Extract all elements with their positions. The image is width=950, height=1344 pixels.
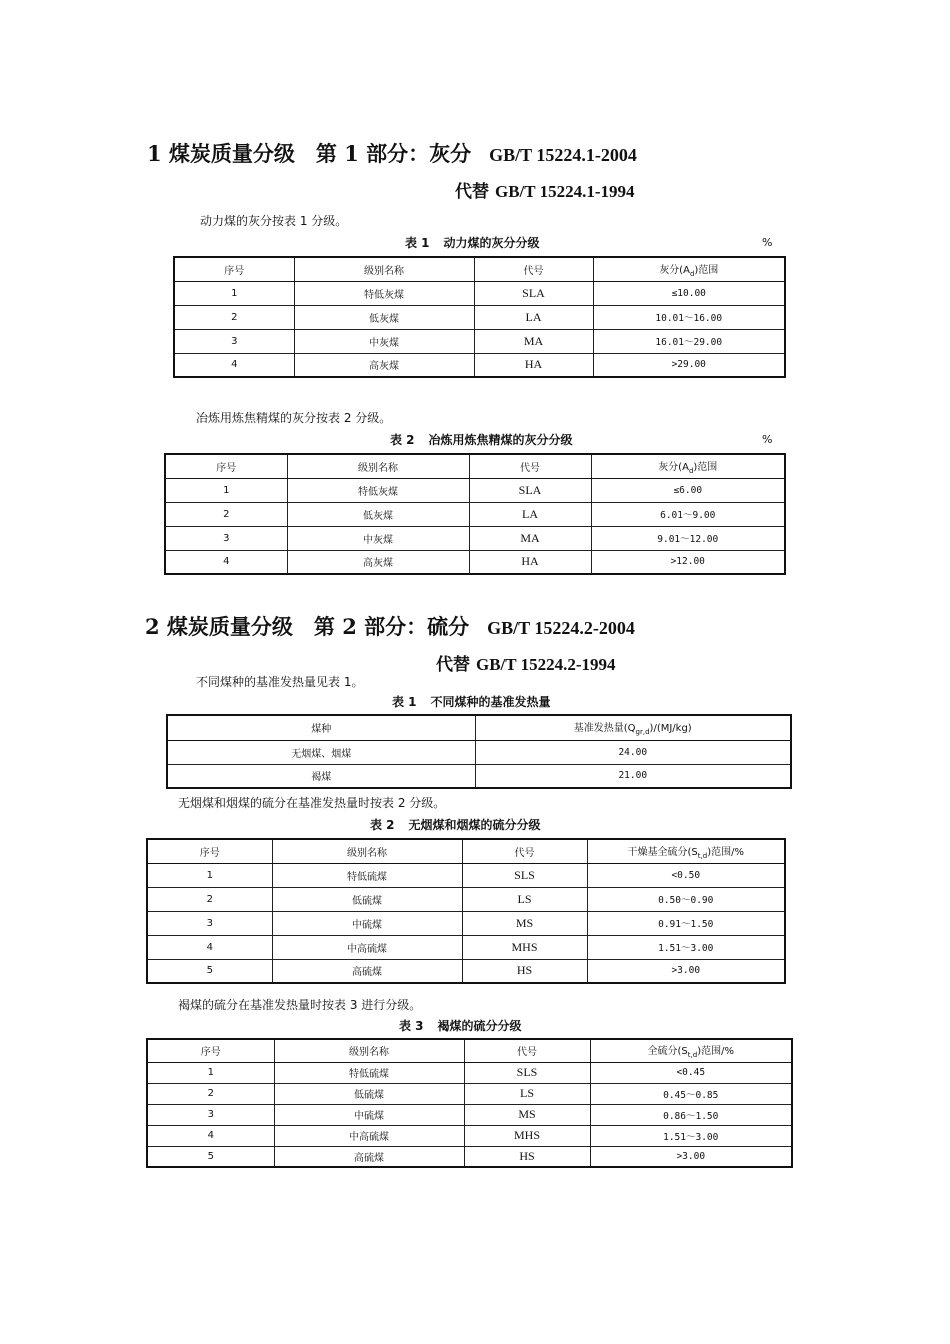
header-cell: 代号 xyxy=(469,454,591,478)
cell-no: 4 xyxy=(147,935,272,959)
cell-no: 1 xyxy=(174,281,294,305)
s1t1-unit: % xyxy=(762,236,773,249)
cell-grade: 中灰煤 xyxy=(294,329,474,353)
cell-code: SLA xyxy=(474,281,593,305)
header-cell: 序号 xyxy=(147,839,272,863)
s1t1-caption-num: 表 1 xyxy=(405,236,430,250)
cell-range: 1.51～3.00 xyxy=(590,1125,792,1146)
s1t2-unit: % xyxy=(762,433,773,446)
table-row xyxy=(147,1062,792,1083)
header-cell: 灰分$(A_d)$范围 xyxy=(593,257,785,281)
header-cell: 代号 xyxy=(462,839,587,863)
cell-no: 2 xyxy=(174,305,294,329)
cell-no: 3 xyxy=(147,911,272,935)
cell-no: 1 xyxy=(147,863,272,887)
cell-range: <0.45 xyxy=(590,1062,792,1083)
table-row xyxy=(165,502,785,526)
cell-range: 0.86～1.50 xyxy=(590,1104,792,1125)
header-cell: 代号 xyxy=(464,1039,590,1062)
cell-no: 3 xyxy=(174,329,294,353)
header-cell: 序号 xyxy=(174,257,294,281)
cell-code: SLA xyxy=(469,478,591,502)
cell-range: 10.01～16.00 xyxy=(593,305,785,329)
s2t2-caption-title: 无烟煤和烟煤的硫分分级 xyxy=(408,818,541,832)
s1t1-intro: 动力煤的灰分按表 1 分级。 xyxy=(200,214,348,228)
cell-grade: 特低硫煤 xyxy=(274,1062,464,1083)
cell-code: LA xyxy=(474,305,593,329)
table-row xyxy=(167,764,791,788)
s1-table2 xyxy=(164,453,786,575)
section1-heading xyxy=(147,138,637,168)
s1-table1 xyxy=(173,256,786,378)
table-row xyxy=(174,305,785,329)
table-row xyxy=(165,526,785,550)
cell-code: LA xyxy=(469,502,591,526)
cell-grade: 低硫煤 xyxy=(272,887,462,911)
cell-code: SLS xyxy=(464,1062,590,1083)
header-cell: 基准发热量$(Q_{gr,d})/(MJ/kg)$ xyxy=(475,715,791,740)
header-cell: 级别名称 xyxy=(294,257,474,281)
header-cell: 全硫分$(S_{t,d})$范围/% xyxy=(590,1039,792,1062)
cell-grade: 特低灰煤 xyxy=(294,281,474,305)
cell-grade: 中灰煤 xyxy=(287,526,469,550)
cell-no: 4 xyxy=(174,353,294,377)
cell-code: LS xyxy=(462,887,587,911)
table-row xyxy=(147,1146,792,1167)
cell-calorific: 24.00 xyxy=(475,740,791,764)
cell-no: 2 xyxy=(165,502,287,526)
s1t2-caption xyxy=(390,431,573,448)
cell-grade: 低灰煤 xyxy=(294,305,474,329)
cell-range: ≤6.00 xyxy=(591,478,785,502)
cell-coal-type: 褐煤 xyxy=(167,764,475,788)
s2t2-caption xyxy=(370,816,541,833)
s2t2-caption-num: 表 2 xyxy=(370,818,395,832)
cell-range: 9.01～12.00 xyxy=(591,526,785,550)
s1t1-caption-title: 动力煤的灰分分级 xyxy=(443,236,540,250)
cell-code: HA xyxy=(474,353,593,377)
cell-range: 16.01～29.00 xyxy=(593,329,785,353)
cell-no: 5 xyxy=(147,959,272,983)
header-cell: 代号 xyxy=(474,257,593,281)
s2t1-intro: 不同煤种的基准发热量见表 1。 xyxy=(196,675,364,689)
cell-no: 5 xyxy=(147,1146,274,1167)
header-cell: 灰分$(A_d)$范围 xyxy=(591,454,785,478)
section2-title: 2 煤炭质量分级 第 2 部分：硫分 xyxy=(145,614,470,639)
cell-grade: 低硫煤 xyxy=(274,1083,464,1104)
header-cell: 序号 xyxy=(165,454,287,478)
cell-code: MHS xyxy=(464,1125,590,1146)
table-row xyxy=(165,550,785,574)
cell-grade: 高灰煤 xyxy=(287,550,469,574)
cell-no: 1 xyxy=(147,1062,274,1083)
table-row xyxy=(147,959,785,983)
cell-grade: 特低硫煤 xyxy=(272,863,462,887)
section2-replaces xyxy=(436,650,615,675)
s2-table1 xyxy=(166,714,792,789)
table-row xyxy=(147,1083,792,1104)
cell-grade: 中高硫煤 xyxy=(272,935,462,959)
s1t2-caption-title: 冶炼用炼焦精煤的灰分分级 xyxy=(428,433,573,447)
cell-range: 0.45～0.85 xyxy=(590,1083,792,1104)
header-cell: 级别名称 xyxy=(274,1039,464,1062)
table-row xyxy=(174,353,785,377)
table-header-row xyxy=(147,1039,792,1062)
cell-code: MA xyxy=(469,526,591,550)
cell-grade: 特低灰煤 xyxy=(287,478,469,502)
cell-grade: 高灰煤 xyxy=(294,353,474,377)
cell-range: >3.00 xyxy=(587,959,785,983)
cell-code: HS xyxy=(462,959,587,983)
s2t2-intro: 无烟煤和烟煤的硫分在基准发热量时按表 2 分级。 xyxy=(178,796,446,810)
header-cell: 煤种 xyxy=(167,715,475,740)
table-header-row xyxy=(167,715,791,740)
cell-grade: 高硫煤 xyxy=(272,959,462,983)
cell-code: MS xyxy=(464,1104,590,1125)
s2t1-caption-title: 不同煤种的基准发热量 xyxy=(430,695,551,709)
s2t1-caption xyxy=(392,693,551,710)
table-row xyxy=(147,935,785,959)
cell-no: 3 xyxy=(147,1104,274,1125)
table-header-row xyxy=(147,839,785,863)
s1t2-caption-num: 表 2 xyxy=(390,433,415,447)
table-row xyxy=(167,740,791,764)
cell-code: HS xyxy=(464,1146,590,1167)
cell-code: MHS xyxy=(462,935,587,959)
table-row xyxy=(147,887,785,911)
cell-range: 0.91～1.50 xyxy=(587,911,785,935)
cell-no: 4 xyxy=(165,550,287,574)
section1-replaces-standard: GB/T 15224.1-1994 xyxy=(495,182,635,201)
cell-calorific: 21.00 xyxy=(475,764,791,788)
s2-table3 xyxy=(146,1038,793,1168)
cell-no: 2 xyxy=(147,887,272,911)
table-row xyxy=(147,911,785,935)
cell-range: ≤10.00 xyxy=(593,281,785,305)
header-cell: 级别名称 xyxy=(272,839,462,863)
table-row xyxy=(147,1104,792,1125)
cell-grade: 中硫煤 xyxy=(272,911,462,935)
cell-range: 1.51～3.00 xyxy=(587,935,785,959)
s2-table2 xyxy=(146,838,786,984)
cell-no: 4 xyxy=(147,1125,274,1146)
header-cell: 序号 xyxy=(147,1039,274,1062)
table-row xyxy=(174,329,785,353)
cell-grade: 高硫煤 xyxy=(274,1146,464,1167)
cell-no: 1 xyxy=(165,478,287,502)
cell-code: MS xyxy=(462,911,587,935)
s2t3-intro: 褐煤的硫分在基准发热量时按表 3 进行分级。 xyxy=(178,998,422,1012)
header-cell: 干燥基全硫分$(S_{t,d})$范围/% xyxy=(587,839,785,863)
cell-grade: 低灰煤 xyxy=(287,502,469,526)
table-row xyxy=(147,1125,792,1146)
cell-range: 0.50～0.90 xyxy=(587,887,785,911)
header-cell: 级别名称 xyxy=(287,454,469,478)
section1-replaces xyxy=(455,177,634,202)
section1-standard: GB/T 15224.1-2004 xyxy=(489,145,637,165)
table-row xyxy=(165,478,785,502)
cell-range: <0.50 xyxy=(587,863,785,887)
s2t3-caption-title: 褐煤的硫分分级 xyxy=(437,1019,522,1033)
cell-range: 6.01～9.00 xyxy=(591,502,785,526)
table-header-row xyxy=(174,257,785,281)
table-row xyxy=(147,863,785,887)
cell-code: MA xyxy=(474,329,593,353)
cell-code: LS xyxy=(464,1083,590,1104)
s2t1-caption-num: 表 1 xyxy=(392,695,417,709)
cell-code: HA xyxy=(469,550,591,574)
s2t3-caption xyxy=(399,1017,522,1034)
cell-no: 3 xyxy=(165,526,287,550)
section2-replaces-label: 代替 xyxy=(436,655,470,675)
s1t1-caption xyxy=(405,234,540,251)
cell-code: SLS xyxy=(462,863,587,887)
table-row xyxy=(174,281,785,305)
cell-range: >12.00 xyxy=(591,550,785,574)
section2-standard: GB/T 15224.2-2004 xyxy=(487,618,635,638)
cell-range: >29.00 xyxy=(593,353,785,377)
section2-replaces-standard: GB/T 15224.2-1994 xyxy=(476,655,616,674)
s2t3-caption-num: 表 3 xyxy=(399,1019,424,1033)
cell-no: 2 xyxy=(147,1083,274,1104)
cell-grade: 中高硫煤 xyxy=(274,1125,464,1146)
section1-replaces-label: 代替 xyxy=(455,182,489,202)
section2-heading xyxy=(145,611,635,641)
section1-title: 1 煤炭质量分级 第 1 部分：灰分 xyxy=(147,141,472,166)
table-header-row xyxy=(165,454,785,478)
cell-grade: 中硫煤 xyxy=(274,1104,464,1125)
cell-range: >3.00 xyxy=(590,1146,792,1167)
s1t2-intro: 冶炼用炼焦精煤的灰分按表 2 分级。 xyxy=(196,411,392,425)
cell-coal-type: 无烟煤、烟煤 xyxy=(167,740,475,764)
